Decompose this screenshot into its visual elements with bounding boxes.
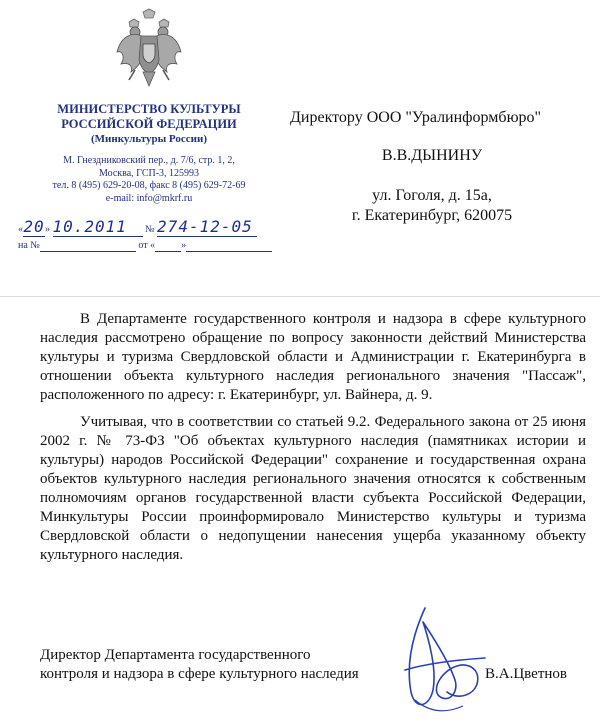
addressee-city: г. Екатеринбург, 620075 [351,207,513,224]
body-paragraph-1: В Департаменте государственного контроля и надзора в сфере культурного наследия рассмотрено обращение по вопросу законности действий Министерства культуры и туризма Свердловской области и Администрации г. Екатеринбурга в отношении объекта культурного наследия регионального значения "Пассаж", расположенного по адресу: г. Екатеринбург, ул. Вайнера, д. 9. [40,311,586,403]
ref-date-close: » [181,240,187,251]
reference-line [18,240,272,252]
body-paragraph-2: Учитывая, что в соответствии со статьей 9.2. Федерального закона от 25 июня 2002 г. № 73-ФЗ "Об объектах культурного наследия (памятниках истории и культуры) народов Российской Федерации" сохранение и государственная охрана объектов культурного наследия регионального значения относятся к собственным полномочиям органов государственной власти субъекта Российской Федерации, Минкультуры России проинформировало Министерство культуры и туризма Свердловской области о недопущении нанесения ущерба указанному объекту культурного наследия. [40,414,586,563]
outgoing-number: 274-12-05 [157,217,257,237]
ministry-line-2: РОССИЙСКОЙ ФЕДЕРАЦИИ [61,117,237,131]
date-day: 20 [23,217,45,236]
addressee-block [282,108,582,226]
signatory-title-line-2: контроля и надзора в сфере культурного наследия [40,666,359,682]
date-quote-open: « [18,224,23,235]
signatory-name: В.А.Цветнов [485,666,567,682]
addressee-name: В.В.ДЫНИНУ [381,147,483,164]
fold-line [0,296,600,297]
ministry-short-name: (Минкультуры России) [91,133,207,145]
addressee-position: Директору ООО "Уралинформбюро" [290,109,542,126]
ministry-line-1: МИНИСТЕРСТВО КУЛЬТУРЫ [57,102,241,116]
signatory-title-line-1: Директор Департамента государственного [40,647,311,663]
number-label: № [145,224,155,235]
coat-of-arms-icon [115,8,183,94]
letterhead [18,8,280,205]
ministry-name [18,102,280,132]
date-quote-close: » [45,224,50,235]
date-month-year: 10.2011 [53,217,143,237]
ministry-address [18,155,280,205]
ref-number-label: на № [18,240,40,251]
email: e-mail: info@mkrf.ru [105,192,193,204]
ref-date-blank [186,240,272,252]
phone-fax: тел. 8 (495) 629-20-08, факс 8 (495) 629-72-69 [52,180,246,191]
address-line-1: М. Гнездниковский пер., д. 7/6, стр. 1, 2, [63,155,235,166]
letter-body [40,310,586,573]
address-line-2: Москва, ГСП-3, 125993 [98,167,200,179]
outgoing-date-number [18,217,257,237]
addressee-street: ул. Гоголя, д. 15а, [372,187,492,204]
ref-number-blank [40,240,136,252]
signatory-title [40,646,400,684]
ref-day-blank [155,240,181,252]
ref-date-label: от « [138,240,156,251]
handwritten-signature [385,600,495,720]
